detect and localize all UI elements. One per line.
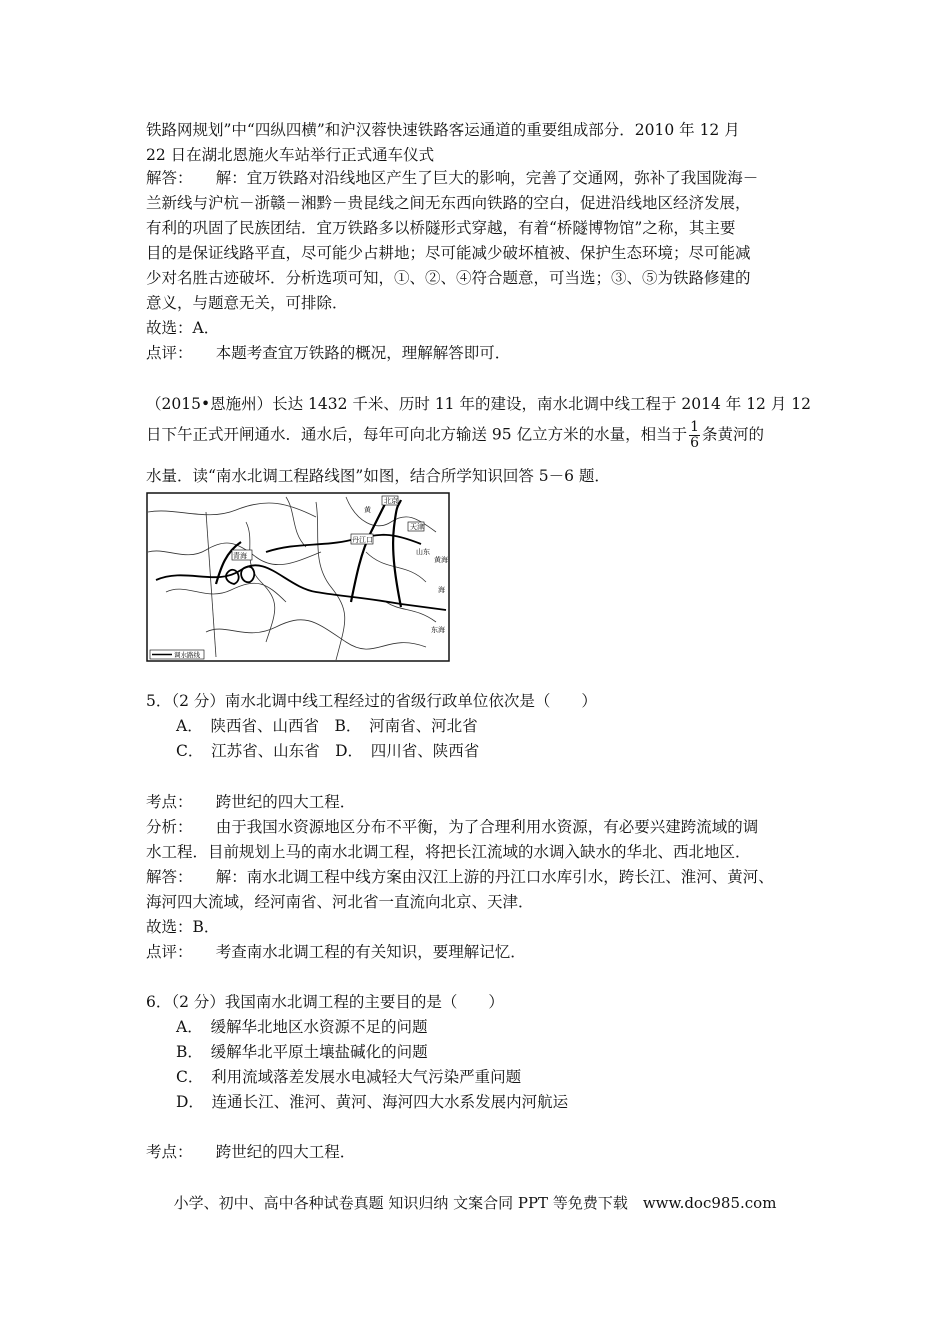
south-north-water-diversion-map [146, 492, 450, 662]
map-label-beijing: 北京 [384, 497, 398, 505]
q4-answer-line-6: 意义，与题意无关，可排除． [146, 294, 348, 312]
q5-kaodian: 考点： 跨世纪的四大工程． [146, 793, 356, 811]
passage-line-2 [146, 420, 816, 451]
q4-answer-line-3: 有利的巩固了民族团结．宜万铁路多以桥隧形式穿越，有着“桥隧博物馆”之称，其主要 [146, 219, 736, 237]
q5-answer-line-2: 海河四大流域，经河南省、河北省一直流向北京、天津． [146, 893, 534, 911]
map-label-danjiangkou: 丹江口 [352, 536, 373, 544]
q6-option-c: C． 利用流域落差发展水电减轻大气污染严重问题 [176, 1068, 522, 1086]
map-label-huanghai: 黄海 [434, 556, 448, 564]
fraction [689, 420, 700, 451]
map-legend-label: 调水路线 [174, 651, 200, 659]
fraction-denominator: 6 [690, 435, 700, 451]
q5-options-cd: C． 江苏省、山东省 D． 四川省、陕西省 [176, 742, 480, 760]
map-label-donghai: 东海 [431, 626, 445, 634]
passage-line-2-post: 条黄河的 [702, 425, 765, 444]
q6-option-d: D． 连通长江、淮河、黄河、海河四大水系发展内河航运 [176, 1093, 569, 1111]
q5-answer-line-1: 解答： 解：南水北调工程中线方案由汉江上游的丹江口水库引水，跨长江、淮河、黄河、 [146, 868, 774, 886]
q6-stem: 6．（2 分）我国南水北调工程的主要目的是（ ） [146, 993, 504, 1011]
q5-choose: 故选：B． [146, 918, 220, 936]
intro-line-1: 铁路网规划”中“四纵四横”和沪汉蓉快速铁路客运通道的重要组成部分．2010 年 12 月 [146, 121, 740, 139]
q5-stem: 5．（2 分）南水北调中线工程经过的省级行政单位依次是（ ） [146, 692, 597, 710]
q5-analysis-line-1: 分析： 由于我国水资源地区分布不平衡，为了合理利用水资源，有必要兴建跨流域的调 [146, 818, 759, 836]
map-label-sea: 海 [438, 586, 445, 594]
q5-options-ab: A． 陕西省、山西省 B． 河南省、河北省 [176, 717, 478, 735]
q4-answer-line-4: 目的是保证线路平直，尽可能少占耕地；尽可能减少破坏植被、保护生态环境；尽可能减 [146, 244, 751, 262]
passage-line-3: 水量．读“南水北调工程路线图”如图，结合所学知识回答 5－6 题． [146, 467, 610, 485]
map-label-yellow: 黄 [364, 506, 371, 514]
intro-line-2: 22 日在湖北恩施火车站举行正式通车仪式 [146, 146, 435, 164]
map-label-qinghai: 青海 [233, 552, 247, 560]
q6-kaodian: 考点： 跨世纪的四大工程． [146, 1143, 356, 1161]
q5-analysis-line-2: 水工程．目前规划上马的南水北调工程，将把长江流域的水调入缺水的华北、西北地区． [146, 843, 751, 861]
q4-choose: 故选：A． [146, 319, 220, 337]
q4-answer-line-1: 解答： 解：宜万铁路对沿线地区产生了巨大的影响，完善了交通网，弥补了我国陇海－ [146, 169, 759, 187]
passage-line-2-pre: 日下午正式开闸通水．通水后，每年可向北方输送 95 亿立方米的水量，相当于 [146, 425, 688, 444]
map-label-tianjin: 天津 [410, 523, 424, 531]
q4-answer-line-2: 兰新线与沪杭－浙赣－湘黔－贵昆线之间无东西向铁路的空白，促进沿线地区经济发展， [146, 194, 751, 212]
q4-comment: 点评： 本题考查宜万铁路的概况，理解解答即可． [146, 344, 511, 362]
q6-option-a: A． 缓解华北地区水资源不足的问题 [176, 1018, 428, 1036]
q5-comment: 点评： 考查南水北调工程的有关知识，要理解记忆． [146, 943, 526, 961]
q4-answer-line-5: 少对名胜古迹破坏．分析选项可知，①、②、④符合题意，可当选；③、⑤为铁路修建的 [146, 269, 751, 287]
q6-option-b: B． 缓解华北平原土壤盐碱化的问题 [176, 1043, 428, 1061]
fraction-numerator: 1 [690, 419, 700, 435]
passage-line-1: （2015•恩施州）长达 1432 千米、历时 11 年的建设，南水北调中线工程于 2014 年 12 月 12 [146, 395, 811, 413]
map-label-shandong: 山东 [416, 548, 430, 556]
page-footer: 小学、初中、高中各种试卷真题 知识归纳 文案合同 PPT 等免费下载 www.doc985.com [173, 1194, 777, 1212]
